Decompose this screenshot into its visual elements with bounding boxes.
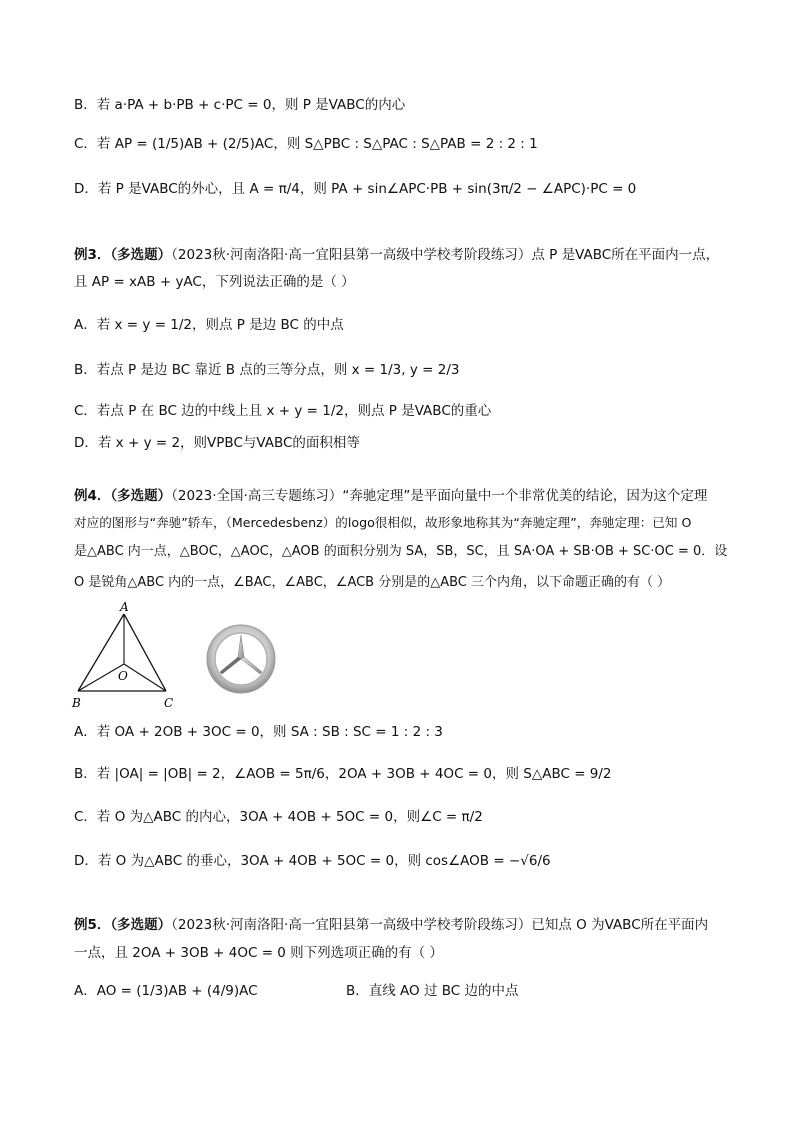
example4-stem-3: 是△ABC 内一点，△BOC，△AOC，△AOB 的面积分别为 SA，SB，SC，且 SA·OA + SB·OB + SC·OC = 0．设 (74, 544, 728, 559)
example4-option-b: B．若 |OA| = |OB| = 2，∠AOB = 5π/6，2OA + 3OB + 4OC = 0，则 S△ABC = 9/2 (74, 766, 612, 782)
example3-header (74, 246, 719, 264)
example5-header (74, 916, 708, 934)
example4-stem-2: 对应的图形与“奔驰”轿车，（Mercedesbenz）的logo很相似，故形象地称其为“奔驰定理”，奔驰定理：已知 O (74, 515, 692, 530)
example4-option-a: A．若 OA + 2OB + 3OC = 0，则 SA : SB : SC = 1 : 2 : 3 (74, 724, 443, 740)
example3-option-b: B．若点 P 是边 BC 靠近 B 点的三等分点，则 x = 1/3, y = 2/3 (74, 362, 460, 378)
example3-option-d: D．若 x + y = 2，则VPBC与VABC的面积相等 (74, 435, 360, 451)
example5-source: （2023秋·河南洛阳·高一宜阳县第一高级中学校考阶段练习） (171, 917, 532, 933)
label-a: A (120, 600, 129, 614)
example5-stem-1: 已知点 O 为VABC所在平面内 (531, 917, 709, 933)
option-c-prev: C．若 AP = (1/5)AB + (2/5)AC，则 S△PBC : S△PAC : S△PAB = 2 : 2 : 1 (74, 136, 538, 152)
example4-source: （2023·全国·高三专题练习） (171, 488, 343, 504)
label-o: O (118, 669, 128, 683)
example5-title: 例5．（多选题） (74, 917, 172, 933)
example3-stem-1: 点 P 是VABC所在平面内一点， (531, 247, 720, 263)
option-d-prev: D．若 P 是VABC的外心，且 A = π/4，则 PA + sin∠APC·PB + sin(3π/2 − ∠APC)·PC = 0 (74, 181, 637, 197)
example3-source: （2023秋·河南洛阳·高一宜阳县第一高级中学校考阶段练习） (171, 247, 532, 263)
example4-title: 例4．（多选题） (74, 488, 172, 504)
edge-ac (124, 614, 166, 691)
example4-option-c: C．若 O 为△ABC 的内心，3OA + 4OB + 5OC = 0，则∠C = π/2 (74, 809, 483, 825)
option-b-prev: B．若 a·PA + b·PB + c·PC = 0，则 P 是VABC的内心 (74, 97, 406, 113)
example4-stem-4: O 是锐角△ABC 内的一点，∠BAC，∠ABC，∠ACB 分别是的△ABC 三个内角，以下命题正确的有（ ） (74, 575, 671, 590)
mercedes-logo-image (204, 622, 278, 696)
example3-option-a: A．若 x = y = 1/2，则点 P 是边 BC 的中点 (74, 317, 344, 333)
example5-stem-2: 一点，且 2OA + 3OB + 4OC = 0 则下列选项正确的有（ ） (74, 945, 443, 961)
example3-stem-2: 且 AP = xAB + yAC，下列说法正确的是（ ） (74, 274, 355, 290)
label-b: B (72, 696, 81, 710)
example4-header (74, 487, 707, 505)
segment-oc (124, 664, 166, 691)
triangle-abc-figure (68, 600, 188, 712)
example5-option-b: B．直线 AO 过 BC 边的中点 (346, 983, 519, 999)
example4-option-d: D．若 O 为△ABC 的垂心，3OA + 4OB + 5OC = 0，则 cos∠AOB = −√6/6 (74, 853, 551, 869)
example3-option-c: C．若点 P 在 BC 边的中线上且 x + y = 1/2，则点 P 是VABC的重心 (74, 403, 492, 419)
label-c: C (164, 696, 174, 710)
example4-stem-1: “奔驰定理”是平面向量中一个非常优美的结论，因为这个定理 (342, 488, 708, 504)
example5-option-a: A．AO = (1/3)AB + (4/9)AC (74, 983, 258, 999)
example3-title: 例3．（多选题） (74, 247, 172, 263)
